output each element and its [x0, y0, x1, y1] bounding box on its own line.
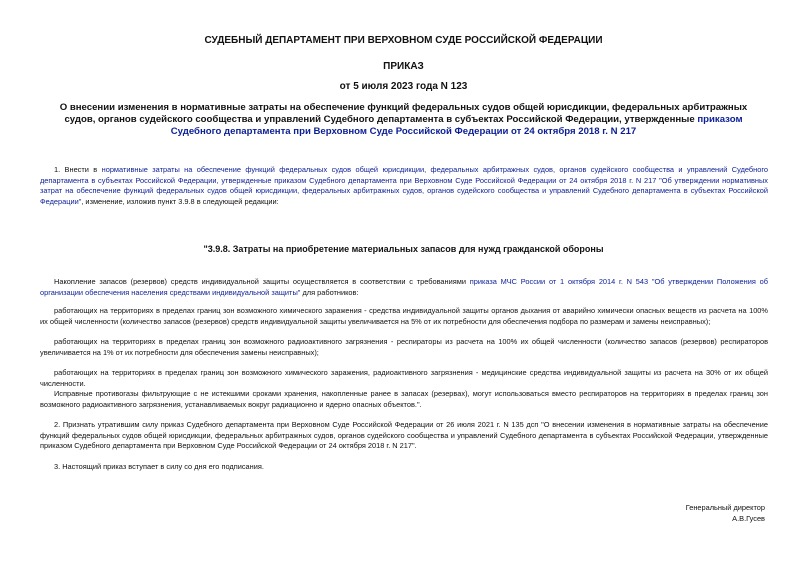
doc-type-heading: ПРИКАЗ	[383, 61, 424, 72]
signature-position: Генеральный директор	[685, 503, 765, 512]
paragraph-1	[40, 165, 768, 207]
signature-name: А.В.Гусев	[732, 514, 765, 523]
p2-prefix: Накопление запасов (резервов) средств индивидуальной защиты осуществляется в соответствии с требованиями	[54, 277, 470, 286]
paragraph-2	[40, 277, 768, 298]
paragraph-4: работающих на территориях в пределах границ зон возможного радиоактивного загрязнения - респираторы из расчета на 100% их общей численности (количество запасов (резервов) респираторов увеличивается на 1% от их потребности для обеспечения замены неисправных);	[40, 337, 768, 357]
department-heading: СУДЕБНЫЙ ДЕПАРТАМЕНТ ПРИ ВЕРХОВНОМ СУДЕ РОССИЙСКОЙ ФЕДЕРАЦИИ	[204, 35, 603, 46]
p2-suffix: для работников:	[300, 287, 359, 297]
p1-suffix: , изменение, изложив пункт 3.9.8 в следующей редакции:	[81, 196, 279, 206]
doc-date: от 5 июля 2023 года N 123	[339, 81, 468, 92]
paragraph-6: Исправные противогазы фильтрующие с не истекшими сроками хранения, накопленные ранее в запасах (резервах), могут использоваться вместо респираторов на территориях в пределах границ зон возможного радиоактивного загрязнения, устанавливаемых вокруг радиационно и ядерно опасных объектов.".	[40, 389, 768, 409]
p1-link[interactable]: нормативные затраты на обеспечение функций федеральных судов общей юрисдикции, федеральных арбитражных судов, органов судейского сообщества и управлений Судебного департамента в субъектах Российской Федерации, утвержденные приказом Судебного департамента при Верховном Суде Российской Федерации от 24 октября 2018 г. N 217 "Об утверждении нормативных затрат на обеспечение функций федеральных судов общей юрисдикции, федеральных арбитражных судов, органов судейского сообщества и управлений Судебного департамента в субъектах Российской Федерации"	[40, 165, 768, 206]
paragraph-3: работающих на территориях в пределах границ зон возможного химического заражения - средства индивидуальной защиты органов дыхания от аварийно химически опасных веществ из расчета на 100% их общей численности (количество запасов (резервов) средств индивидуальной защиты увеличивается на 5% от их потребности для обеспечения подбора по размерам и замены неисправных);	[40, 306, 768, 326]
title-text: О внесении изменения в нормативные затраты на обеспечение функций федеральных судов общей юрисдикции, федеральных арбитражных судов, органов судейского сообщества и управлений Судебного департамента в субъектах Российской Федерации, утвержденные	[59, 102, 748, 125]
paragraph-7: 2. Признать утратившим силу приказ Судебного департамента при Верховном Суде Российской Федерации от 26 июля 2021 г. N 135 дсп "О внесении изменения в нормативные затраты на обеспечение функций федеральных судов общей юрисдикции, федеральных арбитражных судов, органов судейского сообщества и управлений Судебного департамента в субъектах Российской Федерации, утвержденные приказом Судебного департамента при Верховном Суде Российской Федерации от 24 октября 2018 г. N 217".	[40, 420, 768, 450]
title-link[interactable]: приказом Судебного департамента при Верховном Суде Российской Федерации от 24 октября 2018 г. N 217	[170, 114, 743, 137]
section-heading: "3.9.8. Затраты на приобретение материальных запасов для нужд гражданской обороны	[203, 244, 604, 254]
doc-title	[44, 102, 763, 138]
p1-prefix: 1. Внести в	[54, 165, 102, 174]
paragraph-5: работающих на территориях в пределах границ зон возможного химического заражения, радиоактивного загрязнения - медицинские средства индивидуальной защиты из расчета на 30% от их общей численности.	[40, 368, 768, 388]
p2-link[interactable]: приказа МЧС России от 1 октября 2014 г. N 543 "Об утверждении Положения об организации обеспечения населения средствами индивидуальной защиты"	[40, 277, 768, 297]
paragraph-8: 3. Настоящий приказ вступает в силу со дня его подписания.	[54, 462, 264, 471]
